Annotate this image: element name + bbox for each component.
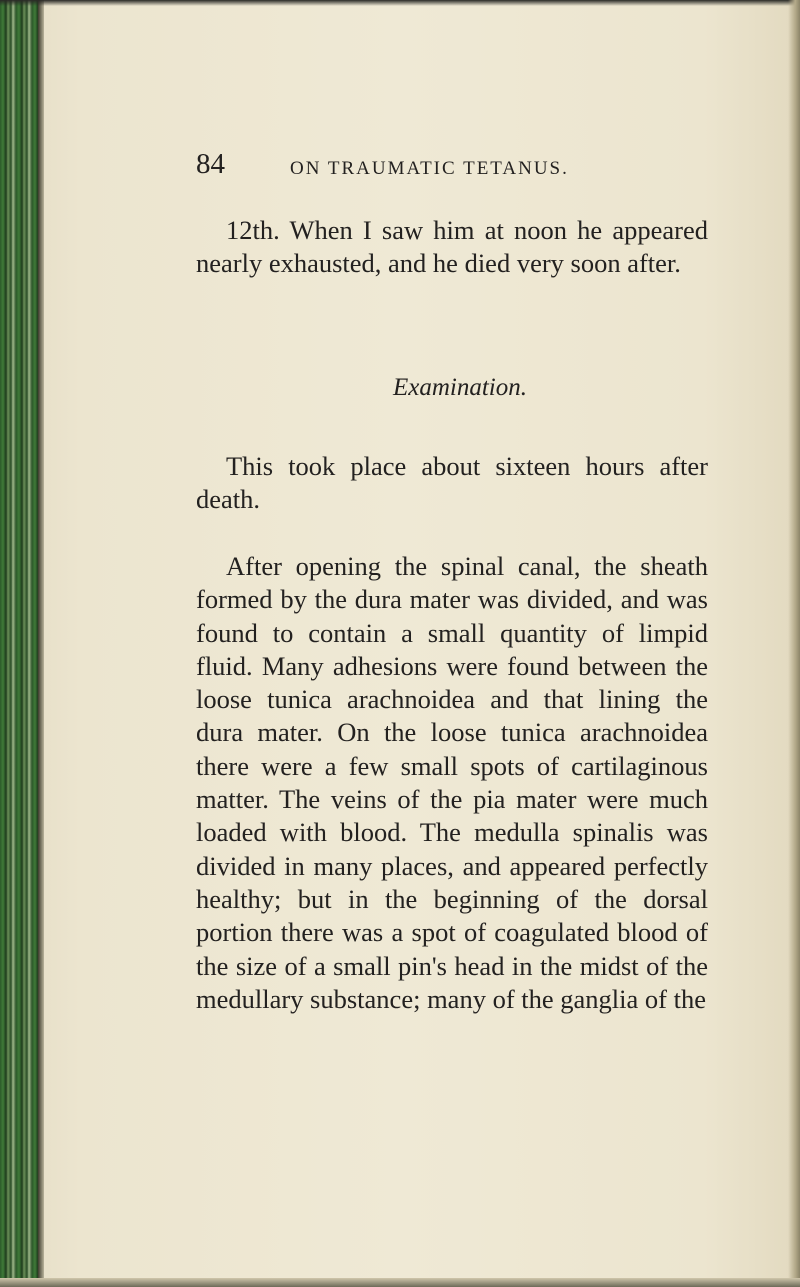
book-binding bbox=[0, 0, 38, 1287]
section-heading: Examination. bbox=[392, 374, 527, 401]
binding-edge bbox=[38, 0, 44, 1287]
page-bottom-edge bbox=[0, 1278, 800, 1287]
page-number: 84 bbox=[196, 148, 225, 180]
page-right-edge bbox=[788, 0, 800, 1287]
paragraph-3: After opening the spinal canal, the sheath formed by the dura mater was divided, and was found to contain a small quantity of limpid fluid. Many adhesions were found between the loose tunica arachnoidea and that lining the dura mater. On the loose tunica arachnoidea there were a few small spots of cartilaginous matter. The veins of the pia mater were much loaded with blood. The medulla spinalis was divided in many places, and appeared perfectly healthy; but in the beginning of the dorsal portion there was a spot of coagulated blood of the size of a small pin's head in the midst of the medullary substance; many of the ganglia of the bbox=[196, 551, 708, 1014]
paragraph-2: This took place about sixteen hours after death. bbox=[196, 451, 708, 515]
top-shadow bbox=[0, 0, 800, 6]
running-title: ON TRAUMATIC TETANUS. bbox=[290, 158, 569, 179]
paragraph-1: 12th. When I saw him at noon he appeared nearly exhausted, and he died very soon after. bbox=[196, 215, 708, 279]
